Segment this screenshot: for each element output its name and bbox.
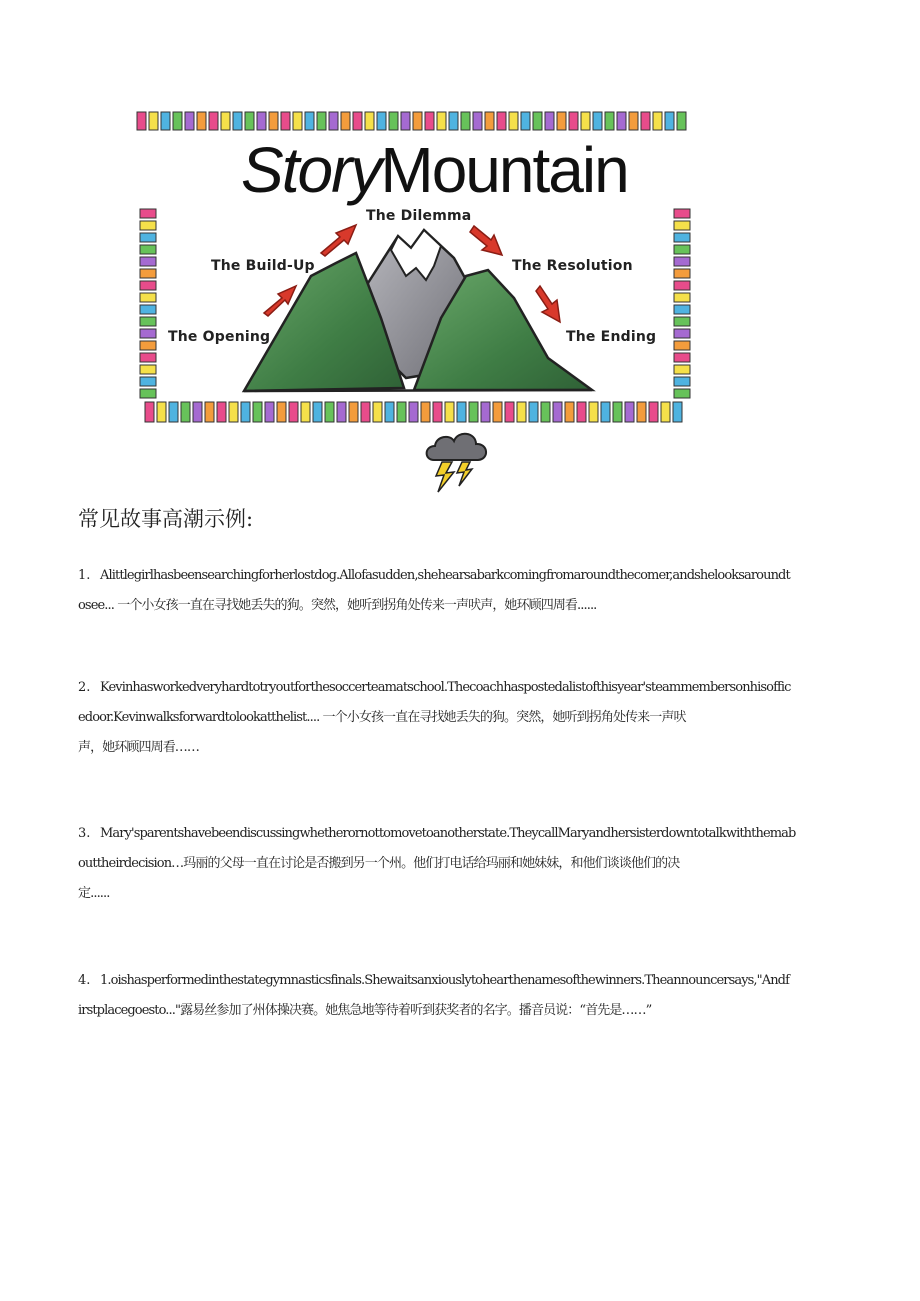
story-mountain-poster [136,108,694,426]
poster-title-mountain: Mountain [380,134,628,206]
label-ending: The Ending [566,329,657,345]
example-item-3-line-2: outtheirdecision…玛丽的父母一直在讨论是否搬到另一个州。他们打电话给玛丽和她妹妹，和他们谈谈他们的决 [78,856,680,871]
example-item-2 [78,673,848,763]
arrow-resolution-ending [536,286,560,322]
example-item-2-number: 2. [78,680,91,695]
example-item-3-line-1: 3. Mary'sparentshavebeendiscussingwhetherornottomovetoanotherstate.TheycallMaryandhersisterdowntotalkwiththemab [78,819,848,849]
arrow-buildup-dilemma [321,225,356,256]
example-item-4-number: 4. [78,973,91,988]
arrow-dilemma-resolution [470,226,502,255]
label-opening: The Opening [168,329,271,345]
example-item-2-line-1: 2. Kevinhasworkedveryhardtotryoutforthesoccerteamatschool.Thecoachhaspostedalistofthisyear'steammembersonhisoffic [78,673,848,703]
storm-cloud-icon [420,424,495,499]
label-buildup: The Build-Up [211,258,315,274]
example-item-1-line-2: osee... 一个小女孩一直在寻找她丢失的狗。突然，她听到拐角处传来一声吠声，她环顾四周看...... [78,598,597,613]
section-heading: 常见故事高潮示例: [78,507,254,531]
example-item-4-line-2: irstplacegoesto..."露易丝参加了州体操决赛。她焦急地等待着听到获奖者的名字。播音员说：“首先是……” [78,1003,652,1018]
example-item-2-line-3: 声，她环顾四周看…… [78,740,200,755]
example-item-1-number: 1. [78,568,91,583]
poster-title-story: Story [241,134,381,206]
label-dilemma: The Dilemma [366,208,472,224]
mountain-base [244,390,592,391]
example-item-3-line-3: 定...... [78,886,110,901]
label-resolution: The Resolution [512,258,633,274]
example-item-3-number: 3. [78,826,91,841]
example-item-3 [78,819,848,909]
example-item-1-line-1: 1. Alittlegirlhasbeensearchingforherlostdog.Allofasudden,shehearsabarkcomingfromaroundthecomer,andshelooksaroundt [78,561,848,591]
example-item-1 [78,561,848,621]
example-item-4 [78,966,848,1026]
example-item-4-line-1: 4. 1.oishasperformedinthestategymnasticsfinals.Shewaitsanxiouslytohearthenamesofthewinners.Theannouncersays,"Andf [78,966,848,996]
example-item-2-line-2: edoor.Kevinwalksforwardtolookatthelist.... 一个小女孩一直在寻找她丢失的狗。突然，她听到拐角处传来一声吠 [78,710,686,725]
